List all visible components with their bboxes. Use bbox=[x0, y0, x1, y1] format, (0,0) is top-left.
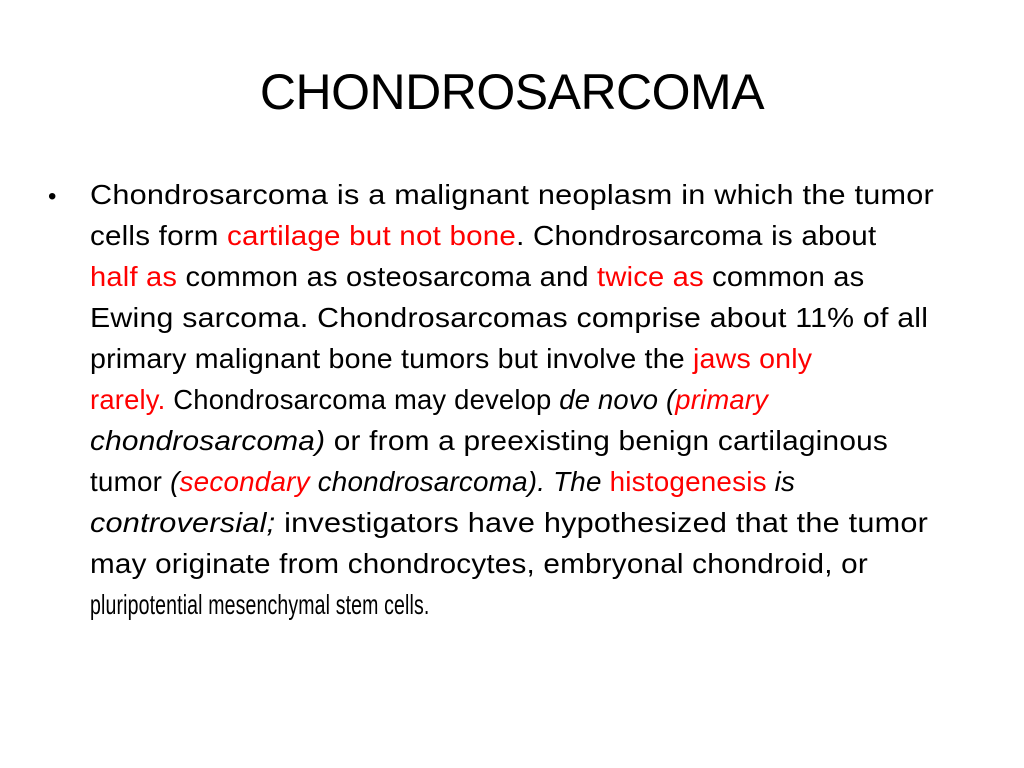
text-line bbox=[90, 584, 630, 625]
bullet-paragraph bbox=[90, 174, 934, 625]
text-segment: Chondrosarcoma may develop bbox=[165, 384, 560, 415]
text-segment: investigators have hypothesized that the tumor bbox=[275, 507, 929, 538]
text-segment: tumor bbox=[90, 466, 171, 497]
text-line bbox=[90, 379, 848, 420]
text-line bbox=[90, 420, 915, 461]
text-segment: . Chondrosarcoma is about bbox=[516, 220, 877, 251]
text-line bbox=[90, 338, 880, 379]
text-line bbox=[90, 502, 938, 543]
text-segment: common as bbox=[703, 261, 865, 292]
slide-title: CHONDROSARCOMA bbox=[259, 64, 765, 120]
text-segment: pluripotential mesenchymal stem cells. bbox=[90, 589, 430, 620]
text-segment: Ewing sarcoma. Chondrosarcomas comprise about 11% of all bbox=[90, 302, 929, 333]
text-line bbox=[90, 174, 938, 215]
text-segment: controversial; bbox=[90, 507, 276, 538]
highlighted-text: half as bbox=[90, 261, 178, 292]
text-line bbox=[90, 215, 908, 256]
highlighted-text: histogenesis bbox=[609, 466, 767, 497]
text-segment: primary malignant bone tumors but involve the bbox=[90, 343, 694, 374]
text-line bbox=[90, 461, 860, 502]
text-line bbox=[90, 297, 928, 338]
text-line bbox=[90, 256, 895, 297]
text-segment: chondrosarcoma). The bbox=[309, 466, 610, 497]
highlighted-text: rarely. bbox=[90, 384, 166, 415]
highlighted-text: jaws only bbox=[693, 343, 813, 374]
highlighted-text: primary bbox=[675, 384, 769, 415]
text-segment: chondrosarcoma) bbox=[90, 425, 326, 456]
text-segment: is bbox=[766, 466, 796, 497]
highlighted-text: twice as bbox=[597, 261, 704, 292]
text-segment: Chondrosarcoma is a malignant neoplasm in which the tumor bbox=[90, 179, 934, 210]
highlighted-text: cartilage but not bone bbox=[227, 220, 517, 251]
bullet-marker: • bbox=[48, 183, 57, 210]
text-segment: common as osteosarcoma and bbox=[177, 261, 598, 292]
text-segment: cells form bbox=[90, 220, 228, 251]
text-segment: de novo ( bbox=[559, 384, 676, 415]
text-segment: may originate from chondrocytes, embryonal chondroid, or bbox=[90, 548, 868, 579]
text-line bbox=[90, 543, 910, 584]
text-segment: ( bbox=[170, 466, 180, 497]
highlighted-text: secondary bbox=[179, 466, 310, 497]
text-segment: or from a preexisting benign cartilaginous bbox=[325, 425, 889, 456]
